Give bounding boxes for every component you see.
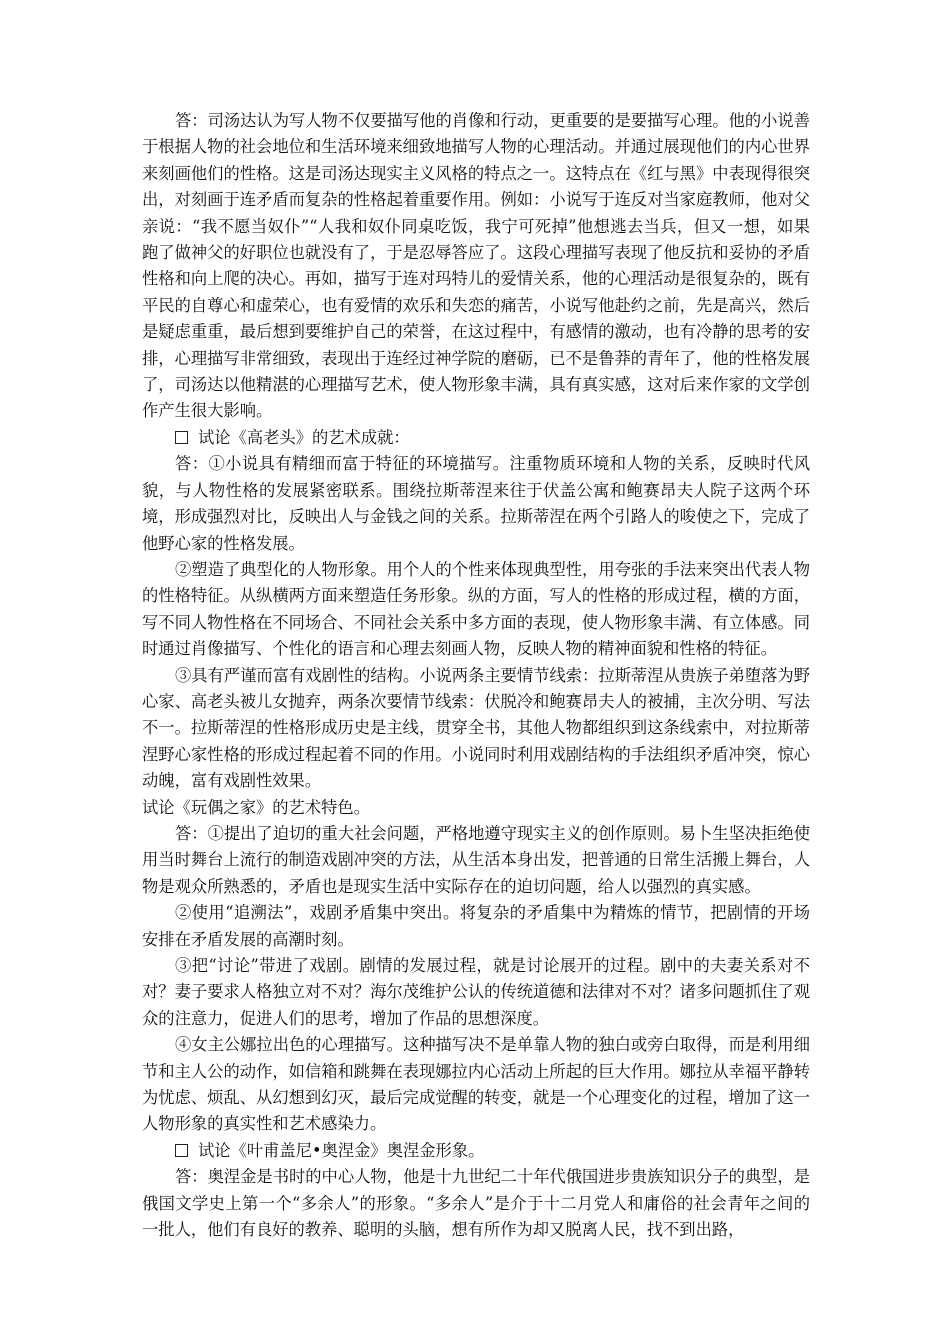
answer-paragraph: ③具有严谨而富有戏剧性的结构。小说两条主要情节线索：拉斯蒂涅从贵族子弟堕落为野心家、高老头被儿女抛弃，两条次要情节线索：伏脱冷和鲍赛昂夫人的被捕，主次分明、写法不一。拉斯蒂涅的性格形成历史是主线，贯穿全书，其他人物都组织到这条线索中，对拉斯蒂涅野心家性格的形成过程起着不同的作用。小说同时利用戏剧结构的手法组织矛盾冲突，惊心动魄，富有戏剧性效果。 <box>142 665 810 791</box>
checkbox-icon <box>175 431 188 444</box>
question-heading <box>142 425 810 451</box>
document-page <box>142 108 810 1243</box>
answer-paragraph: ②塑造了典型化的人物形象。用个人的个性来体现典型性，用夸张的手法来突出代表人物的性格特征。从纵横两方面来塑造任务形象。纵的方面，写人的性格的形成过程，横的方面，写不同人物性格在不同场合、不同社会关系中多方面的表现，使人物形象丰满、有立体感。同时通过肖像描写、个性化的语言和心理去刻画人物，反映人物的精神面貌和性格的特征。 <box>142 559 810 659</box>
answer-paragraph: 答：奥涅金是书时的中心人物，他是十九世纪二十年代俄国进步贵族知识分子的典型，是俄国文学史上第一个“多余人”的形象。“多余人”是介于十二月党人和庸俗的社会青年之间的一批人，他们有良好的教养、聪明的头脑，想有所作为却又脱离人民，找不到出路， <box>142 1167 810 1240</box>
answer-paragraph: 答：①提出了迫切的重大社会问题，严格地遵守现实主义的创作原则。易卜生坚决拒绝使用当时舞台上流行的制造戏剧冲突的方法，从生活本身出发，把普通的日常生活搬上舞台，人物是观众所熟悉的，矛盾也是现实生活中实际存在的迫切问题，给人以强烈的真实感。 <box>142 823 810 896</box>
question-heading: 试论《玩偶之家》的艺术特色。 <box>142 797 370 817</box>
answer-paragraph: ④女主公娜拉出色的心理描写。这种描写决不是单靠人物的独白或旁白取得，而是利用细节和主人公的动作，如信箱和跳舞在表现娜拉内心活动上所起的巨大作用。娜拉从幸福平静转为忧虑、烦乱、从幻想到幻灭，最后完成觉醒的转变，就是一个心理变化的过程，增加了这一人物形象的真实性和艺术感染力。 <box>142 1035 810 1134</box>
answer-paragraph: 答：司汤达认为写人物不仅要描写他的肖像和行动，更重要的是要描写心理。他的小说善于根据人物的社会地位和生活环境来细致地描写人物的心理活动。并通过展现他们的内心世界来刻画他们的性格。这是司汤达现实主义风格的特点之一。这特点在《红与黑》中表现得很突出，对刻画于连矛盾而复杂的性格起着重要作用。例如：小说写于连反对当家庭教师，他对父亲说：“我不愿当奴仆”“人我和奴仆同桌吃饭，我宁可死掉”他想逃去当兵，但又一想，如果跑了做神父的好职位也就没有了，于是忍辱答应了。这段心理描写表现了他反抗和妥协的矛盾性格和向上爬的决心。再如，描写于连对玛特儿的爱情关系，他的心理活动是很复杂的，既有平民的自尊心和虚荣心，也有爱情的欢乐和失恋的痛苦，小说写他赴约之前，先是高兴，然后是疑虑重重，最后想到要维护自己的荣誉，在这过程中，有感情的激动，也有冷静的思考的安排，心理描写非常细致，表现出于连经过神学院的磨砺，已不是鲁莽的青年了，他的性格发展了，司汤达以他精湛的心理描写艺术，使人物形象丰满，具有真实感，这对后来作家的文学创作产生很大影响。 <box>142 111 810 421</box>
question-heading <box>142 1138 810 1164</box>
question-text: 试论《高老头》的艺术成就： <box>198 427 410 447</box>
checkbox-icon <box>175 1144 188 1157</box>
question-text: 试论《叶甫盖尼•奥涅金》奥涅金形象。 <box>198 1140 485 1160</box>
answer-paragraph: ③把“讨论”带进了戏剧。剧情的发展过程，就是讨论展开的过程。剧中的夫妻关系对不对？妻子要求人格独立对不对？海尔茂维护公认的传统道德和法律对不对？诸多问题抓住了观众的注意力，促进人们的思考，增加了作品的思想深度。 <box>142 956 810 1028</box>
answer-paragraph: 答：①小说具有精细而富于特征的环境描写。注重物质环境和人物的关系，反映时代风貌，与人物性格的发展紧密联系。围绕拉斯蒂涅来往于伏盖公寓和鲍赛昂夫人院子这两个环境，形成强烈对比，反映出人与金钱之间的关系。拉斯蒂涅在两个引路人的唆使之下，完成了他野心家的性格发展。 <box>142 454 810 553</box>
answer-paragraph: ②使用“追溯法”，戏剧矛盾集中突出。将复杂的矛盾集中为精炼的情节，把剧情的开场安排在矛盾发展的高潮时刻。 <box>142 903 810 949</box>
